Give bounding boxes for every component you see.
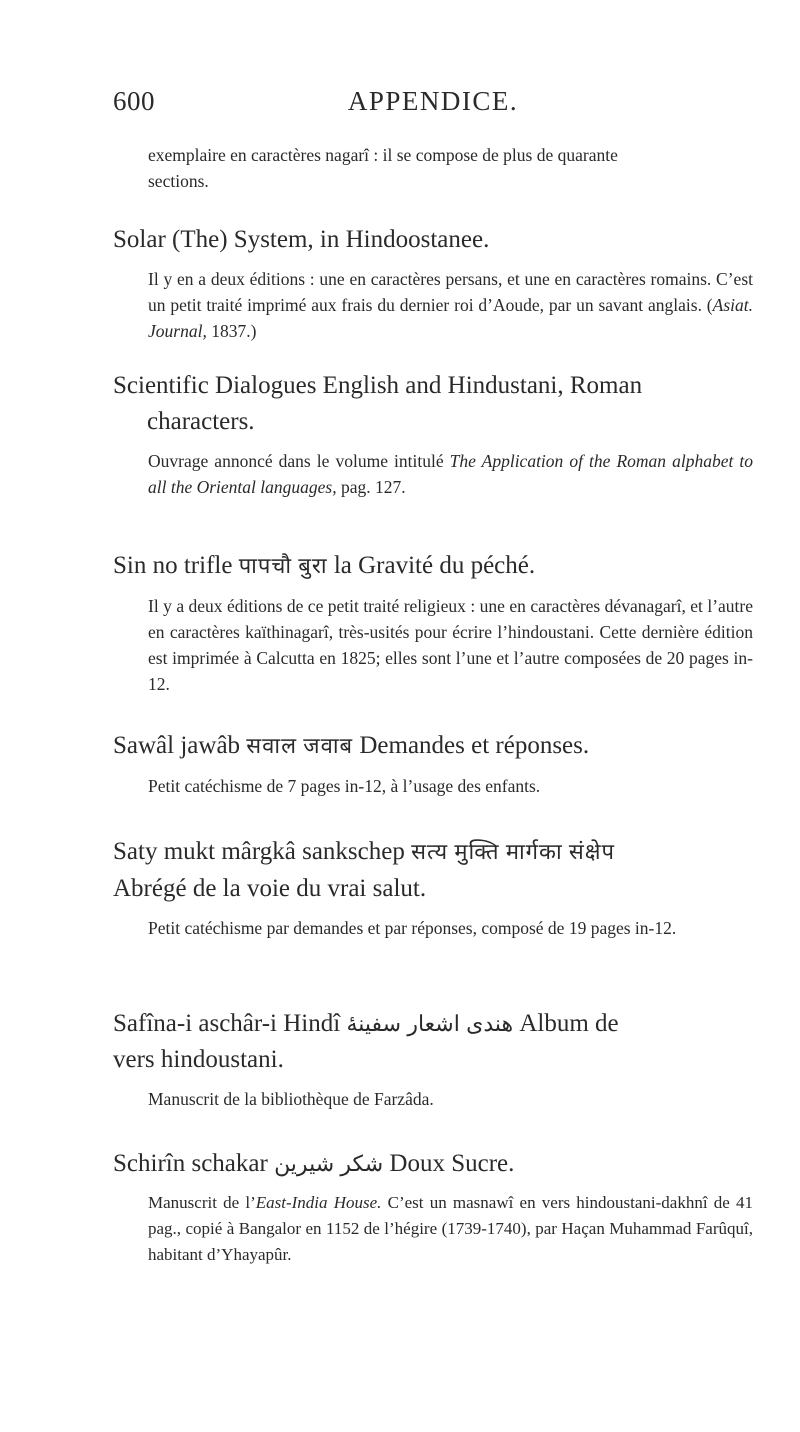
entry-heading: Saty mukt mârgkâ sankschep सत्य मुक्ति मार्गका संक्षेप Abrégé de la voie du vrai salut. [113, 838, 616, 902]
devanagari-title: सवाल [246, 734, 298, 759]
devanagari-title: जवाब [303, 734, 354, 759]
intro-line: sections. [148, 171, 209, 191]
devanagari-title: पापचौ [238, 554, 293, 579]
entry-safina [113, 1006, 753, 1112]
entry-heading: Sawâl jawâb सवाल जवाब Demandes et réponses. [113, 732, 590, 759]
entry-heading: Solar (The) System, in Hindoostanee. [113, 226, 490, 253]
entry-body: Manuscrit de l’East-India House. C’est un masnawî en vers hindoustani-dakhnî de 41 pag., copié à Bangalor en 1152 de l’hégire (1739-1740), par Haçan Muhammad Farûquî, habitant d’Yhayapûr. [148, 1193, 753, 1264]
entry-sin-no-trifle [113, 548, 753, 697]
entry-body: Il y en a deux éditions : une en caractères persans, et une en caractères romains. C’est un petit traité imprimé aux frais du dernier roi d’Aoude, par un savant anglais. (Asiat. Journal, 1837.) [148, 269, 753, 341]
devanagari-title: बुरा [298, 554, 328, 579]
entry-body: Petit catéchisme par demandes et par réponses, composé de 19 pages in-12. [148, 918, 677, 938]
entry-sawal-jawab [113, 728, 753, 799]
persian-title: اشعار [407, 1011, 460, 1036]
entry-heading: Scientific Dialogues English and Hindustani, Roman characters. [113, 372, 643, 435]
entry-heading: Schirîn schakar شيرين شكر Doux Sucre. [113, 1150, 515, 1177]
entry-heading: Sin no trifle पापचौ बुरा la Gravité du péché. [113, 552, 536, 579]
devanagari-title: मुक्ति [454, 840, 500, 865]
entry-body: Il y a deux éditions de ce petit traité religieux : une en caractères dévanagarî, et l’autre en caractères kaïthinagarî, très-usités pour écrire l’hindoustani. Cette dernière édition est imprimée à Calcutta en 1825; elles sont l’une et l’autre composées de 20 pages in-12. [148, 596, 753, 694]
entry-body: Petit catéchisme de 7 pages in-12, à l’usage des enfants. [148, 776, 541, 796]
persian-title: شيرين [274, 1151, 335, 1176]
devanagari-title: सत्य [411, 840, 449, 865]
entry-heading: Safîna-i aschâr-i Hindî سفينهٔ اشعار هندى Album de vers hindoustani. [113, 1010, 619, 1073]
entry-solar-system [113, 222, 753, 344]
persian-title: هندى [466, 1011, 514, 1036]
entry-scientific-dialogues [113, 368, 753, 500]
intro-paragraph [148, 142, 748, 194]
entry-saty-mukt [113, 834, 753, 941]
running-head [113, 86, 753, 126]
persian-title: سفينهٔ [346, 1011, 402, 1036]
running-title: APPENDICE. [347, 86, 519, 116]
persian-title: شكر [340, 1151, 384, 1176]
intro-line: exemplaire en caractères nagarî : il se compose de plus de quarante [148, 145, 618, 165]
entry-schirin-schakar [113, 1146, 753, 1268]
page-number: 600 [113, 86, 155, 116]
devanagari-title: मार्गका [505, 840, 563, 865]
entry-body: Ouvrage annoncé dans le volume intitulé The Application of the Roman alphabet to all the Oriental languages, pag. 127. [148, 451, 753, 497]
entry-body: Manuscrit de la bibliothèque de Farzâda. [148, 1089, 434, 1109]
devanagari-title: संक्षेप [568, 840, 616, 865]
